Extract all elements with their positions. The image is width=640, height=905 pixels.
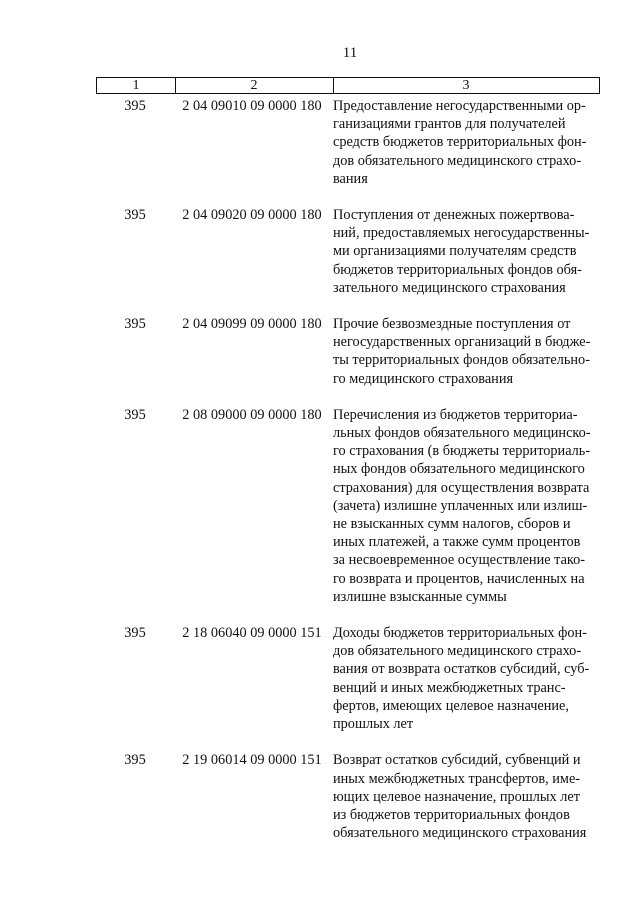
admin-code-cell: 395 [124,98,146,114]
table-body [0,97,640,842]
description-line: дов обязательного медицинского страхо- [333,152,582,169]
description-line: (зачета) излишне уплаченных или излиш- [333,497,588,514]
description-line: вания от возврата остатков субсидий, суб- [333,661,590,678]
description-line: бюджетов территориальных фондов обя- [333,261,582,278]
description-line: из бюджетов территориальных фондов [333,806,570,823]
description-line: прошлых лет [333,716,414,733]
description-line: ми организациями получателям средств [333,243,577,260]
budget-code-cell: 2 04 09010 09 0000 180 [182,98,322,114]
description-line: средств бюджетов территориальных фон- [333,134,587,151]
admin-code-cell: 395 [124,406,146,423]
budget-code-cell: 2 04 09099 09 0000 180 [182,316,322,333]
description-line: иных межбюджетных трансфертов, име- [333,770,581,787]
table-row [0,751,640,842]
description-line: фертов, имеющих целевое назначение, [333,697,569,714]
budget-code-cell: 2 08 09000 09 0000 180 [182,406,322,423]
description-line: ющих целевое назначение, прошлых лет [333,788,580,805]
admin-code-cell: 395 [124,752,146,769]
description-line: ты территориальных фондов обязательно- [333,352,590,369]
description-line: Прочие безвозмездные поступления от [333,316,571,333]
description-line: дов обязательного медицинского страхо- [333,643,582,660]
description-line: Перечисления из бюджетов территориа- [333,406,578,423]
admin-code-cell: 395 [124,316,146,333]
description-cell [333,97,603,188]
column-header-2: 2 [175,78,334,93]
description-line: обязательного медицинского страхования [333,825,587,842]
description-line: венций и иных межбюджетных транс- [333,679,566,696]
table-row [0,315,640,388]
description-line: ний, предоставляемых негосударственны- [333,225,590,242]
admin-code-cell: 395 [124,207,146,224]
description-line: го страхования (в бюджеты территориаль- [333,443,591,460]
description-line: вания [333,170,368,187]
description-line: Поступления от денежных пожертвова- [333,207,575,224]
description-line: го возврата и процентов, начисленных на [333,570,585,587]
description-line: Доходы бюджетов территориальных фон- [333,625,587,642]
description-line: ганизациями грантов для получателей [333,116,566,133]
description-line: льных фондов обязательного медицинско- [333,425,591,442]
column-header-3: 3 [462,78,470,93]
description-line: иных платежей, а также сумм процентов [333,534,581,551]
description-cell [333,406,603,606]
budget-code-cell: 2 18 06040 09 0000 151 [182,625,322,642]
page-number: 11 [342,45,358,61]
description-line: Предоставление негосударственными ор- [333,98,586,114]
description-cell [333,751,603,842]
description-line: Возврат остатков субсидий, субвенций и [333,752,581,769]
admin-code-cell: 395 [124,625,146,642]
description-cell [333,206,603,297]
description-line: зательного медицинского страхования [333,279,566,296]
description-line: страхования) для осуществления возврата [333,479,590,496]
description-line: не взысканных сумм налогов, сборов и [333,516,571,533]
table-row [0,624,640,733]
description-line: ных фондов обязательного медицинского [333,461,585,478]
table-row [0,97,640,188]
description-line: го медицинского страхования [333,370,514,387]
budget-code-cell: 2 19 06014 09 0000 151 [182,752,322,769]
description-line: за несвоевременное осуществление тако- [333,552,586,569]
column-header-1: 1 [97,78,176,93]
table-header [96,77,600,94]
table-row [0,206,640,297]
table-row [0,406,640,606]
description-cell [333,315,603,388]
budget-code-cell: 2 04 09020 09 0000 180 [182,207,322,224]
description-line: негосударственных организаций в бюдже- [333,334,591,351]
description-cell [333,624,603,733]
description-line: излишне взысканные суммы [333,588,507,605]
